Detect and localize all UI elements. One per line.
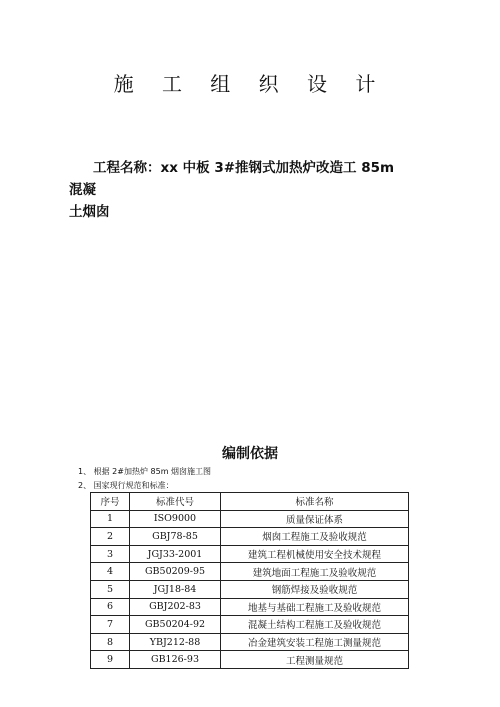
row-name: 工程测量规范	[221, 651, 409, 669]
project-name-line1: 工程名称：xx 中板 3#推钢式加热炉改造工 85m 混凝	[69, 160, 395, 198]
header-name: 标准名称	[221, 493, 409, 511]
table-row	[91, 633, 409, 651]
row-code: GB50209-95	[130, 563, 221, 581]
row-name: 质量保证体系	[221, 510, 409, 528]
project-name	[69, 157, 399, 223]
row-code: JGJ33-2001	[130, 545, 221, 563]
standards-table	[90, 492, 409, 669]
row-code: YBJ212-88	[130, 633, 221, 651]
row-code: ISO9000	[130, 510, 221, 528]
header-index: 序号	[91, 493, 130, 511]
row-index: 6	[91, 598, 130, 616]
section-title: 编制依据	[222, 446, 278, 462]
row-name: 地基与基础工程施工及验收规范	[221, 598, 409, 616]
row-name: 烟囱工程施工及验收规范	[221, 528, 409, 546]
table-header-row	[91, 493, 409, 511]
row-name: 混凝土结构工程施工及验收规范	[221, 616, 409, 634]
row-name: 建筑地面工程施工及验收规范	[221, 563, 409, 581]
row-index: 1	[91, 510, 130, 528]
header-code: 标准代号	[130, 493, 221, 511]
row-index: 3	[91, 545, 130, 563]
table-row	[91, 651, 409, 669]
row-index: 2	[91, 528, 130, 546]
row-name: 冶金建筑安装工程施工测量规范	[221, 633, 409, 651]
row-name: 钢筋焊接及验收规范	[221, 580, 409, 598]
row-index: 5	[91, 580, 130, 598]
table-row	[91, 580, 409, 598]
row-index: 7	[91, 616, 130, 634]
row-index: 4	[91, 563, 130, 581]
project-name-line2: 土烟囱	[69, 204, 110, 220]
document-title: 施 工 组 织 设 计	[113, 72, 387, 96]
table-row	[91, 616, 409, 634]
row-code: GB126-93	[130, 651, 221, 669]
row-code: JGJ18-84	[130, 580, 221, 598]
table-row	[91, 545, 409, 563]
basis-note-1: 1、 根据 2#加热炉 85m 烟囱施工图	[78, 467, 212, 476]
row-name: 建筑工程机械使用安全技术规程	[221, 545, 409, 563]
row-index: 9	[91, 651, 130, 669]
row-index: 8	[91, 633, 130, 651]
table-row	[91, 510, 409, 528]
basis-note-2: 2、 国家现行规范和标准：	[78, 481, 174, 490]
row-code: GB50204-92	[130, 616, 221, 634]
table-row	[91, 528, 409, 546]
table-row	[91, 563, 409, 581]
row-code: GBJ202-83	[130, 598, 221, 616]
row-code: GBJ78-85	[130, 528, 221, 546]
table-row	[91, 598, 409, 616]
